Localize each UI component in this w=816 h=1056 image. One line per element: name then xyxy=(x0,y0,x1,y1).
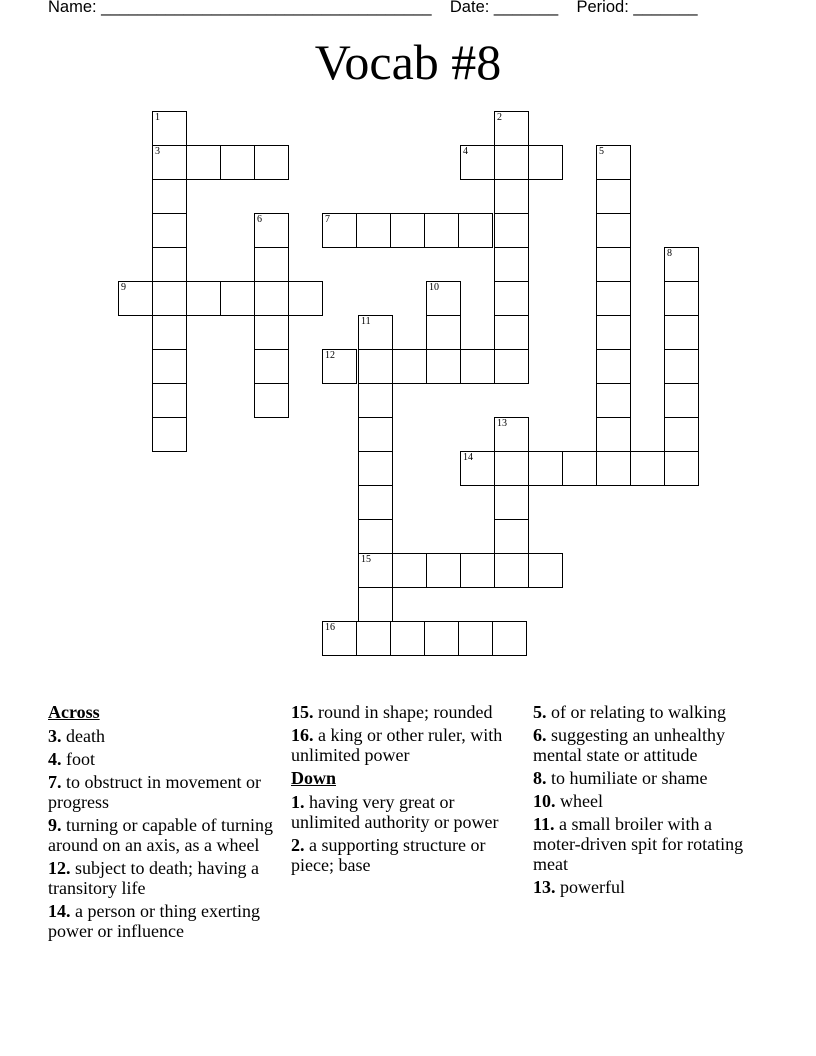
crossword-cell-9[interactable] xyxy=(118,281,153,316)
crossword-cell[interactable] xyxy=(424,621,459,656)
crossword-cell[interactable] xyxy=(356,621,391,656)
crossword-cell[interactable] xyxy=(664,315,699,350)
cell-number: 13 xyxy=(497,418,507,429)
across-clue-7: 7. to obstruct in movement or progress xyxy=(48,772,261,812)
crossword-cell[interactable] xyxy=(390,213,425,248)
crossword-cell[interactable] xyxy=(152,281,187,316)
crossword-cell[interactable] xyxy=(152,179,187,214)
crossword-cell[interactable] xyxy=(152,247,187,282)
clue-column-2 xyxy=(291,702,511,878)
crossword-cell[interactable] xyxy=(254,145,289,180)
crossword-cell-5[interactable] xyxy=(596,145,631,180)
crossword-cell[interactable] xyxy=(596,179,631,214)
crossword-cell[interactable] xyxy=(186,281,221,316)
crossword-cell[interactable] xyxy=(494,315,529,350)
crossword-cell-11[interactable] xyxy=(358,315,393,350)
crossword-cell-1[interactable] xyxy=(152,111,187,146)
crossword-cell[interactable] xyxy=(664,417,699,452)
crossword-cell[interactable] xyxy=(254,349,289,384)
crossword-cell[interactable] xyxy=(528,145,563,180)
name-field-label: Name: ____________________________________ xyxy=(48,0,432,16)
down-clue-8: 8. to humiliate or shame xyxy=(533,768,708,788)
crossword-cell[interactable] xyxy=(458,213,493,248)
crossword-cell[interactable] xyxy=(358,349,393,384)
cell-number: 10 xyxy=(429,282,439,293)
date-field-label: Date: _______ xyxy=(449,0,559,16)
crossword-cell[interactable] xyxy=(664,281,699,316)
crossword-cell-4[interactable] xyxy=(460,145,495,180)
across-clue-3: 3. death xyxy=(48,726,105,746)
crossword-cell[interactable] xyxy=(356,213,391,248)
crossword-cell[interactable] xyxy=(152,213,187,248)
crossword-cell[interactable] xyxy=(288,281,323,316)
crossword-cell[interactable] xyxy=(426,349,461,384)
crossword-cell[interactable] xyxy=(358,451,393,486)
crossword-cell[interactable] xyxy=(494,281,529,316)
crossword-cell[interactable] xyxy=(664,383,699,418)
crossword-cell[interactable] xyxy=(596,417,631,452)
cell-number: 12 xyxy=(325,350,335,361)
clue-column-3 xyxy=(533,702,753,900)
crossword-cell-2[interactable] xyxy=(494,111,529,146)
crossword-cell[interactable] xyxy=(254,383,289,418)
crossword-cell[interactable] xyxy=(664,349,699,384)
across-clue-12: 12. subject to death; having a transitory life xyxy=(48,858,259,898)
cell-number: 6 xyxy=(257,214,262,225)
across-clue-9: 9. turning or capable of turning around on an axis, as a wheel xyxy=(48,815,273,855)
crossword-cell[interactable] xyxy=(358,519,393,554)
crossword-cell[interactable] xyxy=(152,349,187,384)
down-heading: Down xyxy=(291,768,337,788)
crossword-cell[interactable] xyxy=(152,315,187,350)
crossword-cell[interactable] xyxy=(528,451,563,486)
crossword-cell[interactable] xyxy=(358,485,393,520)
cell-number: 9 xyxy=(121,282,126,293)
across-clue-15: 15. round in shape; rounded xyxy=(291,702,493,722)
crossword-cell[interactable] xyxy=(186,145,221,180)
down-clue-13: 13. powerful xyxy=(533,877,625,897)
down-clue-2: 2. a supporting structure or piece; base xyxy=(291,835,486,875)
crossword-cell[interactable] xyxy=(630,451,665,486)
across-clue-16: 16. a king or other ruler, with unlimited power xyxy=(291,725,503,765)
cell-number: 15 xyxy=(361,554,371,565)
crossword-cell[interactable] xyxy=(492,621,527,656)
crossword-cell[interactable] xyxy=(254,315,289,350)
cell-number: 16 xyxy=(325,622,335,633)
cell-number: 7 xyxy=(325,214,330,225)
crossword-cell[interactable] xyxy=(494,451,529,486)
crossword-cell[interactable] xyxy=(460,553,495,588)
crossword-cell[interactable] xyxy=(358,383,393,418)
cell-number: 4 xyxy=(463,146,468,157)
crossword-cell[interactable] xyxy=(596,247,631,282)
crossword-cell[interactable] xyxy=(152,383,187,418)
crossword-cell[interactable] xyxy=(494,519,529,554)
crossword-cell[interactable] xyxy=(494,349,529,384)
crossword-cell[interactable] xyxy=(596,281,631,316)
clue-column-1 xyxy=(48,702,283,944)
period-field-label: Period: _______ xyxy=(576,0,698,16)
across-heading: Across xyxy=(48,702,100,722)
cell-number: 2 xyxy=(497,112,502,123)
down-clue-10: 10. wheel xyxy=(533,791,603,811)
crossword-cell[interactable] xyxy=(528,553,563,588)
down-clue-5: 5. of or relating to walking xyxy=(533,702,726,722)
crossword-cell-6[interactable] xyxy=(254,213,289,248)
crossword-cell-8[interactable] xyxy=(664,247,699,282)
crossword-cell[interactable] xyxy=(596,349,631,384)
crossword-cell-14[interactable] xyxy=(460,451,495,486)
crossword-cell[interactable] xyxy=(562,451,597,486)
across-clue-4: 4. foot xyxy=(48,749,95,769)
down-clue-1: 1. having very great or unlimited authority or power xyxy=(291,792,499,832)
crossword-cell[interactable] xyxy=(358,587,393,622)
crossword-cell-13[interactable] xyxy=(494,417,529,452)
crossword-cell[interactable] xyxy=(494,145,529,180)
down-clue-6: 6. suggesting an unhealthy mental state or attitude xyxy=(533,725,725,765)
crossword-cell[interactable] xyxy=(596,315,631,350)
crossword-cell[interactable] xyxy=(596,383,631,418)
crossword-cell[interactable] xyxy=(424,213,459,248)
crossword-cell[interactable] xyxy=(664,451,699,486)
puzzle-title: Vocab #8 xyxy=(314,34,502,90)
cell-number: 14 xyxy=(463,452,473,463)
cell-number: 5 xyxy=(599,146,604,157)
crossword-cell[interactable] xyxy=(458,621,493,656)
crossword-cell-16[interactable] xyxy=(322,621,357,656)
crossword-cell[interactable] xyxy=(390,621,425,656)
crossword-cell[interactable] xyxy=(254,281,289,316)
crossword-cell-15[interactable] xyxy=(358,553,393,588)
crossword-cell[interactable] xyxy=(596,213,631,248)
across-clue-14: 14. a person or thing exerting power or influence xyxy=(48,901,260,941)
crossword-cell[interactable] xyxy=(392,349,427,384)
cell-number: 1 xyxy=(155,112,160,123)
crossword-cell-3[interactable] xyxy=(152,145,187,180)
down-clue-11: 11. a small broiler with a moter-driven spit for rotating meat xyxy=(533,814,744,874)
crossword-cell[interactable] xyxy=(494,553,529,588)
crossword-cell[interactable] xyxy=(494,179,529,214)
crossword-cell[interactable] xyxy=(494,247,529,282)
crossword-cell[interactable] xyxy=(460,349,495,384)
cell-number: 8 xyxy=(667,248,672,259)
crossword-cell[interactable] xyxy=(426,315,461,350)
cell-number: 3 xyxy=(155,146,160,157)
crossword-cell[interactable] xyxy=(358,417,393,452)
crossword-cell[interactable] xyxy=(220,145,255,180)
crossword-cell[interactable] xyxy=(220,281,255,316)
cell-number: 11 xyxy=(361,316,371,327)
crossword-cell[interactable] xyxy=(494,213,529,248)
crossword-cell[interactable] xyxy=(392,553,427,588)
crossword-cell-12[interactable] xyxy=(322,349,357,384)
crossword-cell-10[interactable] xyxy=(426,281,461,316)
crossword-cell-7[interactable] xyxy=(322,213,357,248)
crossword-cell[interactable] xyxy=(254,247,289,282)
crossword-cell[interactable] xyxy=(426,553,461,588)
crossword-cell[interactable] xyxy=(596,451,631,486)
crossword-cell[interactable] xyxy=(152,417,187,452)
crossword-cell[interactable] xyxy=(494,485,529,520)
